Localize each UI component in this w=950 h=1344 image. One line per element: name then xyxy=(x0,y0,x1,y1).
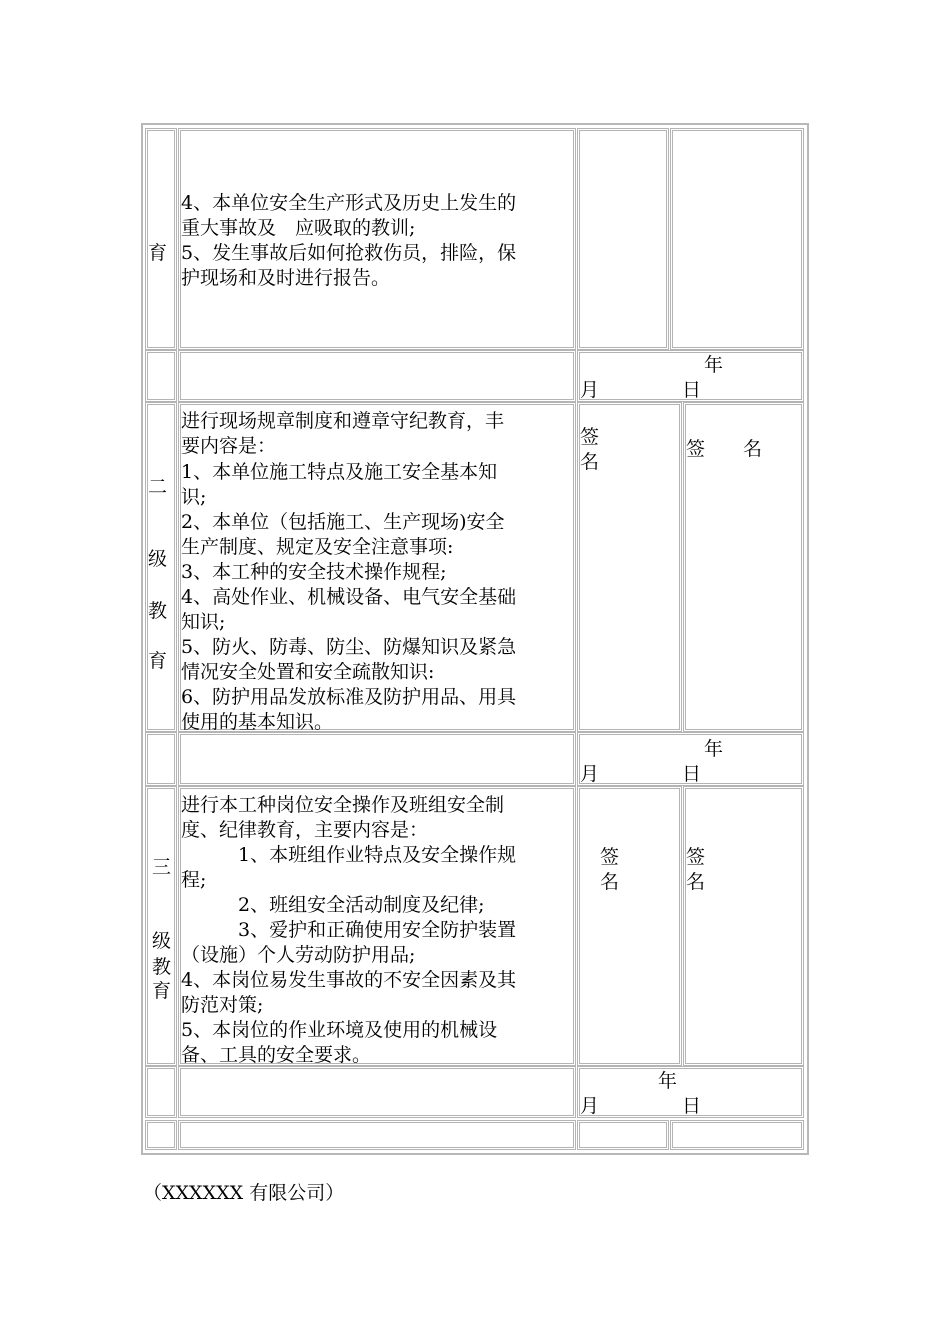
s2-line-4: 识; xyxy=(181,486,207,508)
d3-content-cell xyxy=(178,1066,576,1118)
s2-label-2: 级 xyxy=(148,548,168,570)
s3-sign-b-1: 签 xyxy=(686,846,706,868)
s2-label-3: 教 xyxy=(148,600,168,622)
s3-label-3: 教 xyxy=(152,956,172,978)
s3-label-2: 级 xyxy=(152,930,172,952)
d3-label-cell xyxy=(145,1066,177,1118)
s2-line-3: 1、本单位施工特点及施工安全基本知 xyxy=(181,461,498,483)
s3-sign-a-cell xyxy=(577,786,682,1066)
company-footer: （XXXXXX 有限公司） xyxy=(143,1182,345,1204)
d2-year: 年 xyxy=(704,738,724,760)
s2-line-5: 2、本单位（包括施工、生产现场)安全 xyxy=(181,511,505,533)
s2-label-1: 二 xyxy=(148,476,168,498)
s3-sign-b-cell xyxy=(683,786,804,1066)
s2-line-9: 知识; xyxy=(181,611,226,633)
s2-line-1: 进行现场规章制度和遵章守纪教育，丰 xyxy=(181,410,505,432)
empty-row-sign-a-cell xyxy=(577,1120,669,1150)
s3-line-3: 1、本班组作业特点及安全操作规 xyxy=(181,844,517,866)
s3-content-cell xyxy=(178,786,576,1066)
s1-sign-a-cell xyxy=(577,128,669,350)
d1-label-cell xyxy=(145,350,177,402)
s2-label-cell xyxy=(145,402,177,732)
d2-content-cell xyxy=(178,732,576,786)
d1-month: 月 xyxy=(580,379,600,401)
d2-month: 月 xyxy=(580,763,600,785)
s2-line-10: 5、防火、防毒、防尘、防爆知识及紧急 xyxy=(181,636,517,658)
s3-line-4: 程; xyxy=(181,869,207,891)
s2-line-2: 要内容是： xyxy=(181,435,277,457)
empty-row-label-cell xyxy=(145,1120,177,1150)
s2-line-6: 生产制度、规定及安全注意事项: xyxy=(181,536,454,558)
s1-sign-b-cell xyxy=(670,128,804,350)
d1-content-cell xyxy=(178,350,576,402)
s2-sign-b: 签 名 xyxy=(686,438,763,460)
d1-date-cell xyxy=(577,350,804,402)
s1-line-2: 重大事故及 应吸取的教训; xyxy=(181,217,416,239)
s3-line-7: （设施）个人劳动防护用品; xyxy=(181,944,416,966)
s2-sign-a-1: 签 xyxy=(580,426,600,448)
s1-label-cell xyxy=(145,128,177,350)
d1-day: 日 xyxy=(682,379,702,401)
s2-line-12: 6、防护用品发放标准及防护用品、用具 xyxy=(181,686,517,708)
d2-day: 日 xyxy=(682,763,702,785)
s2-sign-b-cell xyxy=(683,402,804,732)
s2-line-8: 4、高处作业、机械设备、电气安全基础 xyxy=(181,586,517,608)
d3-date-cell xyxy=(577,1066,804,1118)
s3-line-5: 2、班组安全活动制度及纪律; xyxy=(181,894,485,916)
s3-sign-b-2: 名 xyxy=(686,871,706,893)
s1-line-4: 护现场和及时进行报告。 xyxy=(181,267,391,289)
d3-month: 月 xyxy=(580,1095,600,1117)
s3-sign-a-1: 签 xyxy=(600,846,620,868)
d3-year: 年 xyxy=(658,1070,678,1092)
empty-row-content-cell xyxy=(178,1120,576,1150)
empty-row-sign-b-cell xyxy=(670,1120,804,1150)
s3-line-9: 防范对策; xyxy=(181,994,264,1016)
s2-label-4: 育 xyxy=(148,650,168,672)
s3-line-2: 度、纪律教育，主要内容是： xyxy=(181,819,429,841)
s2-line-7: 3、本工种的安全技术操作规程; xyxy=(181,561,447,583)
d3-day: 日 xyxy=(682,1095,702,1117)
s3-label-1: 三 xyxy=(152,856,172,878)
s1-label-text: 育 xyxy=(148,242,168,264)
d1-year: 年 xyxy=(704,354,724,376)
s3-label-4: 育 xyxy=(152,980,172,1002)
s2-sign-a-2: 名 xyxy=(580,451,600,473)
s2-content-cell xyxy=(178,402,576,732)
d2-label-cell xyxy=(145,732,177,786)
s1-line-3: 5、发生事故后如何抢救伤员，排险，保 xyxy=(181,242,517,264)
s3-line-8: 4、本岗位易发生事故的不安全因素及其 xyxy=(181,969,517,991)
s2-sign-a-cell xyxy=(577,402,682,732)
s3-sign-a-2: 名 xyxy=(600,871,620,893)
s3-label-cell xyxy=(145,786,177,1066)
s2-line-11: 情况安全处置和安全疏散知识: xyxy=(181,661,435,683)
d2-date-cell xyxy=(577,732,804,786)
s3-line-10: 5、本岗位的作业环境及使用的机械设 xyxy=(181,1019,498,1041)
s3-line-6: 3、爱护和正确使用安全防护装置 xyxy=(181,919,517,941)
s1-content-cell xyxy=(178,128,576,350)
s3-line-1: 进行本工种岗位安全操作及班组安全制 xyxy=(181,794,505,816)
s3-line-11: 备、工具的安全要求。 xyxy=(181,1044,372,1066)
s2-line-13: 使用的基本知识。 xyxy=(181,711,334,733)
s1-line-1: 4、本单位安全生产形式及历史上发生的 xyxy=(181,192,517,214)
